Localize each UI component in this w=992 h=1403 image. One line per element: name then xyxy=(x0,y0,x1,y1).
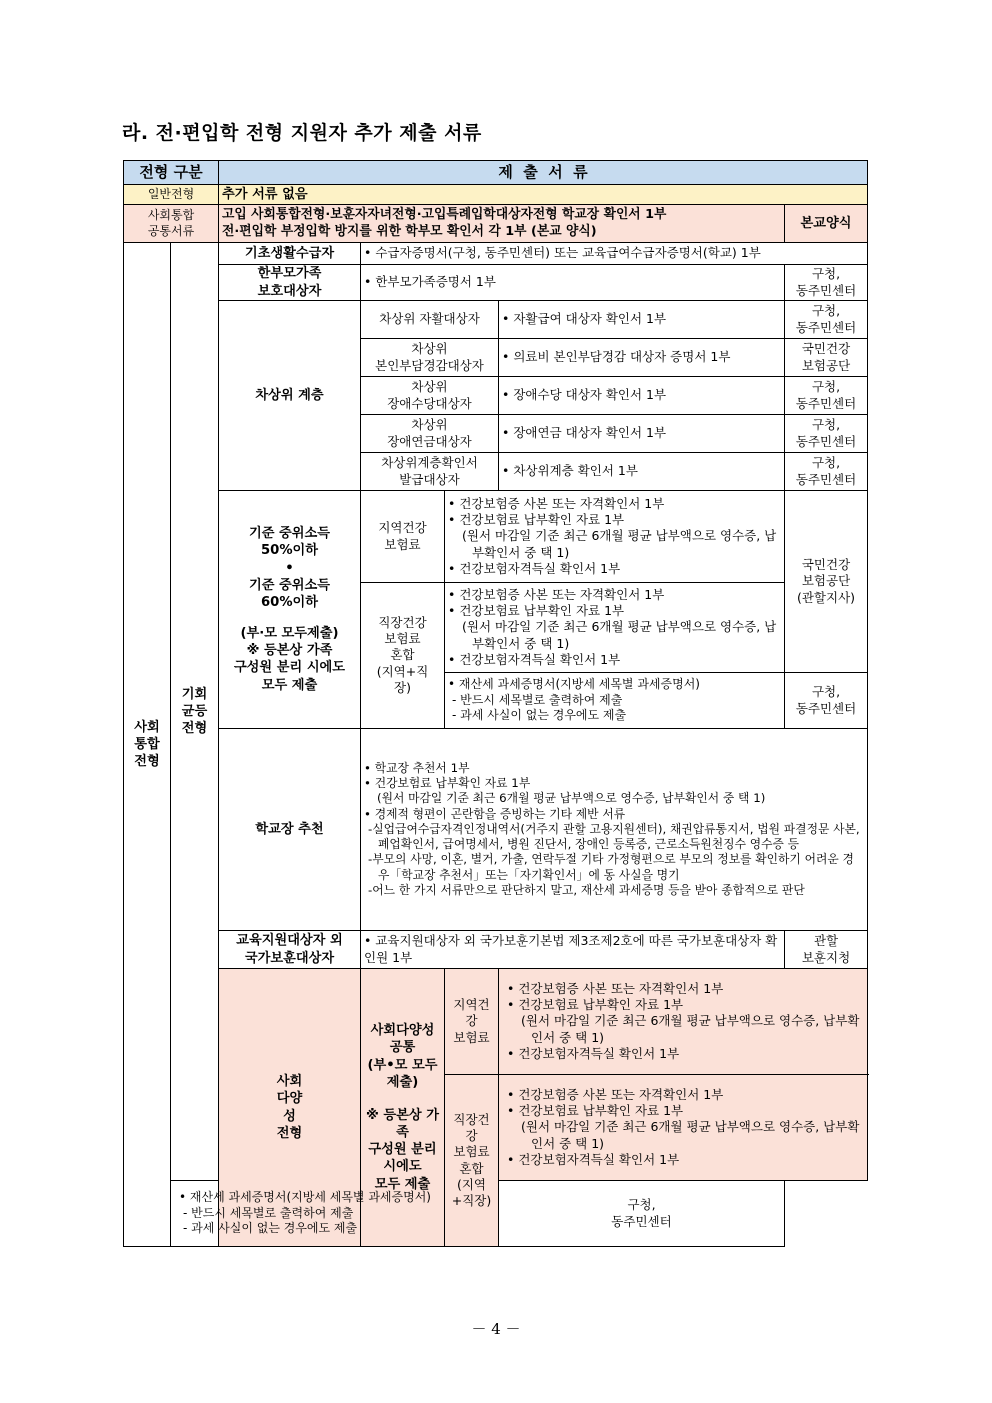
common-label: 사회통합 공통서류 xyxy=(124,205,219,243)
header-row xyxy=(124,161,868,185)
near-issuer-1: 구청, 동주민센터 xyxy=(785,301,868,339)
principal-name: 학교장 추천 xyxy=(219,729,361,931)
social-diversity-label: 사회 다양 성 전형 xyxy=(219,969,361,1247)
income-regional-row xyxy=(124,491,868,583)
veteran-issuer: 관할 보훈지청 xyxy=(785,931,868,969)
diverse-name: 사회다양성 공통 (부•모 모두제출) ※ 등본상 가족 구성원 분리시에도 모두 제출 xyxy=(361,969,445,1247)
near-issuer-3: 구청, 동주민센터 xyxy=(785,377,868,415)
single-doc: • 한부모가족증명서 1부 xyxy=(361,265,785,301)
near-sub-5: 차상위계층확인서 발급대상자 xyxy=(361,453,499,491)
diverse-workplace-docs: • 건강보험증 사본 또는 자격확인서 1부 • 건강보험료 납부확인 자료 1부 (원서 마감일 기준 최근 6개월 평균 납부액으로 영수증, 납부확인서 중 택 1) • 건강보험자격득실 확인서 1부 xyxy=(499,1075,868,1181)
near-sub-2: 차상위 본인부담경감대상자 xyxy=(361,339,499,377)
near-doc-4: • 장애연금 대상자 확인서 1부 xyxy=(499,415,785,453)
veteran-name: 교육지원대상자 외 국가보훈대상자 xyxy=(219,931,361,969)
single-parent-row xyxy=(124,265,868,301)
common-row xyxy=(124,205,868,243)
basic-doc: • 수급자증명서(구청, 동주민센터) 또는 교육급여수급자증명서(학교) 1부 xyxy=(361,243,868,265)
income-workplace-label: 직장건강 보험료 혼합 (지역+직 장) xyxy=(361,583,445,729)
income-tax-docs: • 재산세 과세증명서(지방세 세목별 과세증명서) - 반드시 세목별로 출력하여 제출 - 과세 사실이 없는 경우에도 제출 xyxy=(445,673,785,729)
basic-name: 기초생활수급자 xyxy=(219,243,361,265)
near-sub-4: 차상위 장애연금대상자 xyxy=(361,415,499,453)
near-issuer-4: 구청, 동주민센터 xyxy=(785,415,868,453)
general-row xyxy=(124,185,868,205)
near-row-1 xyxy=(124,301,868,339)
near-doc-5: • 차상위계층 확인서 1부 xyxy=(499,453,785,491)
equal-opportunity-label: 기회 균등 전형 xyxy=(171,243,219,1181)
near-doc-2: • 의료비 본인부담경감 대상자 증명서 1부 xyxy=(499,339,785,377)
income-name: 기준 중위소득 50%이하 • 기준 중위소득 60%이하 (부·모 모두제출) ※ 등본상 가족 구성원 분리 시에도 모두 제출 xyxy=(219,491,361,729)
near-issuer-2: 국민건강 보험공단 xyxy=(785,339,868,377)
income-regional-label: 지역건강 보험료 xyxy=(361,491,445,583)
social-integration-label: 사회 통합 전형 xyxy=(124,243,171,1247)
single-issuer: 구청, 동주민센터 xyxy=(785,265,868,301)
veteran-doc: • 교육지원대상자 외 국가보훈기본법 제3조제2호에 따른 국가보훈대상자 확인원 1부 xyxy=(361,931,785,969)
diverse-tax-issuer: 구청, 동주민센터 xyxy=(499,1181,785,1247)
single-name: 한부모가족 보호대상자 xyxy=(219,265,361,301)
diverse-workplace-label: 직장건강 보험료 혼합 (지역+직장) xyxy=(445,1075,499,1247)
diverse-regional-label: 지역건강 보험료 xyxy=(445,969,499,1075)
section-title: 라. 전·편입학 전형 지원자 추가 제출 서류 xyxy=(122,122,482,144)
common-issuer: 본교양식 xyxy=(785,205,868,243)
near-sub-3: 차상위 장애수당대상자 xyxy=(361,377,499,415)
basic-row xyxy=(124,243,868,265)
income-insurance-issuer: 국민건강 보험공단 (관할지사) xyxy=(785,491,868,673)
near-name: 차상위 계층 xyxy=(219,301,361,491)
near-doc-1: • 자활급여 대상자 확인서 1부 xyxy=(499,301,785,339)
header-category: 전형 구분 xyxy=(124,161,219,185)
principal-docs: • 학교장 추천서 1부 • 건강보험료 납부확인 자료 1부 (원서 마감일 기준 최근 6개월 평균 납부액으로 영수증, 납부확인서 중 택 1) • 경제적 형편이 곤란함을 증빙하는 기타 제반 서류 -실업급여수급자격인정내역서(거주지 관할 고용지원센터), 채권압류통지서, 법원 파결정문 사본, 폐업확인서, 급여명세서, 병원 진단서, 장애인 등록증, 근로소득원천징수 영수증 등 -부모의 사망, 이혼, 별거, 가출, 연락두절 기타 가정형편으로 부모의 정보를 확인하기 어려운 경우「학교장 추천서」또는「자기확인서」에 동 사실을 명기 -어느 한 가지 서류만으로 판단하지 말고, 재산세 과세증명 등을 받아 종합적으로 판단 xyxy=(361,729,868,931)
page-number: － 4 － xyxy=(471,1320,521,1338)
header-documents: 제 출 서 류 xyxy=(219,161,868,185)
near-doc-3: • 장애수당 대상자 확인서 1부 xyxy=(499,377,785,415)
near-sub-1: 차상위 자활대상자 xyxy=(361,301,499,339)
general-label: 일반전형 xyxy=(124,185,219,205)
veteran-row xyxy=(124,931,868,969)
general-text: 추가 서류 없음 xyxy=(219,185,868,205)
diverse-regional-docs: • 건강보험증 사본 또는 자격확인서 1부 • 건강보험료 납부확인 자료 1부 (원서 마감일 기준 최근 6개월 평균 납부액으로 영수증, 납부확인서 중 택 1) • 건강보험자격득실 확인서 1부 xyxy=(499,969,868,1075)
income-tax-issuer: 구청, 동주민센터 xyxy=(785,673,868,729)
diverse-tax-docs: • 재산세 과세증명서(지방세 세목별 과세증명서) - 반드시 세목별로 출력하여 제출 - 과세 사실이 없는 경우에도 제출 xyxy=(171,1181,445,1247)
income-regional-docs: • 건강보험증 사본 또는 자격확인서 1부 • 건강보험료 납부확인 자료 1부 (원서 마감일 기준 최근 6개월 평균 납부액으로 영수증, 납부확인서 중 택 1) • 건강보험자격득실 확인서 1부 xyxy=(445,491,785,583)
principal-row xyxy=(124,729,868,931)
common-docs: 고입 사회통합전형·보훈자자녀전형·고입특례입학대상자전형 학교장 확인서 1부 전·편입학 부정입학 방지를 위한 학부모 확인서 각 1부 (본교 양식) xyxy=(219,205,785,243)
near-issuer-5: 구청, 동주민센터 xyxy=(785,453,868,491)
diverse-regional-row xyxy=(124,969,868,1075)
income-workplace-docs: • 건강보험증 사본 또는 자격확인서 1부 • 건강보험료 납부확인 자료 1부 (원서 마감일 기준 최근 6개월 평균 납부액으로 영수증, 납부확인서 중 택 1) • 건강보험자격득실 확인서 1부 xyxy=(445,583,785,673)
document-table xyxy=(123,160,868,1247)
